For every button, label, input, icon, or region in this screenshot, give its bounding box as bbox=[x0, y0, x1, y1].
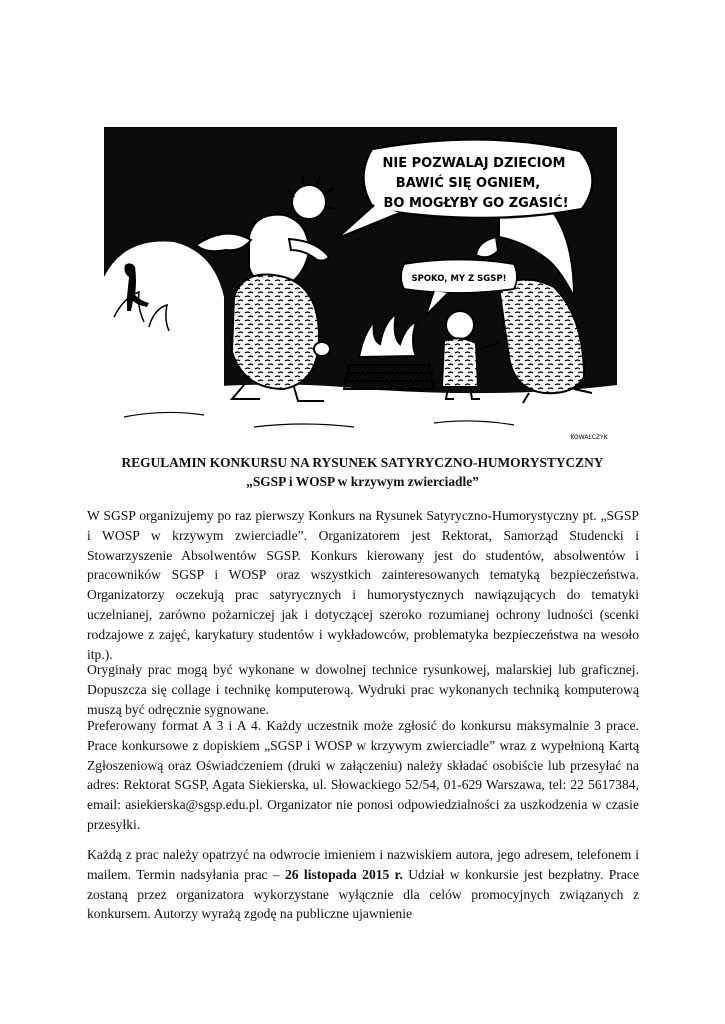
deadline-text-before: Każdą z prac należy opatrzyć na odwrocie imieniem i nazwiskiem autora, jego adresem, telefonem i mailem. Termin nadsyłania prac – bbox=[87, 847, 639, 882]
bubble-line-2: BAWIĆ SIĘ OGNIEM, bbox=[395, 176, 541, 191]
deadline-date: 26 listopada 2015 r. bbox=[285, 866, 403, 882]
artist-signature: KOWALCZYK bbox=[570, 434, 608, 441]
document-subtitle: „SGSP i WOSP w krzywym zwierciadle” bbox=[246, 474, 479, 489]
paragraph-intro: W SGSP organizujemy po raz pierwszy Konkurs na Rysunek Satyryczno-Humorystyczny pt. „SGSP i WOSP w krzywym zwierciadle”. Organizatorem jest Rektorat, Samorząd Studencki i Stowarzyszenie Absolwentów SGSP. Konkurs kierowany jest do studentów, absolwentów i pracowników SGSP i WOSP oraz wszystkich zainteresowanych tematyką bezpieczeństwa. Organizatorzy oczekują prac satyrycznych i humorystycznych nawiązujących do tematyki uczelnianej, zarówno pożarniczej jak i dotyczącej szeroko rozumianej ochrony ludności (scenki rodzajowe z zajęć, karykatury studentów i wykładowców, problematyka bezpieczeństwa na wesoło itp.). bbox=[87, 508, 639, 662]
cave-child bbox=[442, 311, 480, 399]
paragraph-deadline bbox=[87, 845, 639, 924]
paragraph-submission: Preferowany format A 3 i A 4. Każdy uczestnik może zgłosić do konkursu maksymalnie 3 prace. Prace konkursowe z dopiskiem „SGSP i WOSP w krzywym zwierciadle” wraz z wypełnioną Kartą Zgłoszeniową oraz Oświadczeniem (druki w załączeniu) należy składać osobiście lub przesyłać na adres: Rektorat SGSP, Agata Siekierska, ul. Słowackiego 52/54, 01-629 Warszawa, tel: 22 5617384, email: asiekierska@sgsp.edu.pl. Organizator nie ponosi odpowiedzialności za uszkodzenia w czasie przesyłki. bbox=[87, 718, 639, 832]
deadline-text-after: Udział w konkursie jest bezpłatny. Prace zostaną przez organizatora wykorzystane wyłącznie dla celów promocyjnych związanych z konkursem. Autorzy wyrażą zgodę na publiczne ujawnienie bbox=[87, 866, 639, 922]
reply-text: SPOKO, MY Z SGSP! bbox=[411, 274, 507, 284]
cartoon-illustration bbox=[104, 127, 617, 445]
ground bbox=[104, 385, 617, 446]
document-title: REGULAMIN KONKURSU NA RYSUNEK SATYRYCZNO-HUMORYSTYCZNY bbox=[121, 455, 604, 470]
bubble-line-3: BO MOGŁYBY GO ZGASIĆ! bbox=[383, 196, 569, 211]
bubble-line-1: NIE POZWALAJ DZIECIOM bbox=[382, 156, 566, 171]
paragraph-technique: Oryginały prac mogą być wykonane w dowolnej technice rysunkowej, malarskiej lub graficznej. Dopuszcza się collage i technikę komputerową. Wydruki prac wykonanych techniką komputerową muszą być odręcznie sygnowane. bbox=[87, 662, 639, 717]
